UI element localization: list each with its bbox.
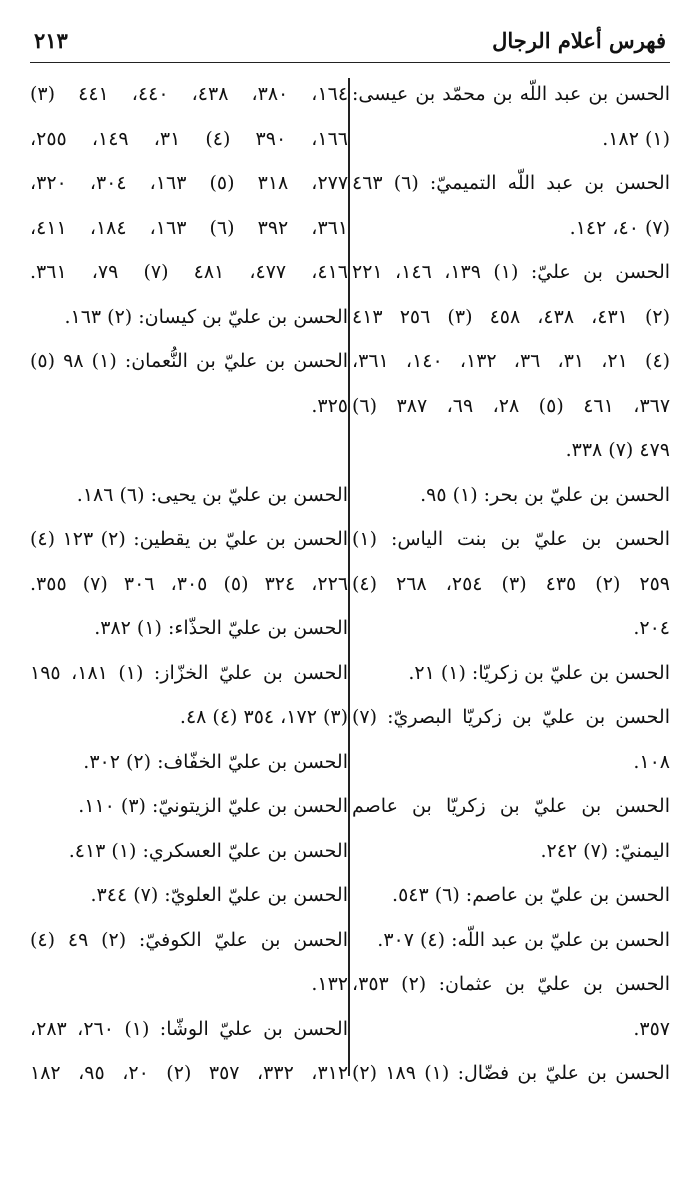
blank-line [30, 428, 348, 473]
index-line: الحسن بن عبد اللّه بن محمّد بن عيسى: [352, 83, 670, 105]
index-line: الحسن بن عليّ الزيتونيّ: (٣) ١١٠. [78, 795, 348, 817]
running-title: فهرس أعلام الرجال [492, 28, 666, 53]
index-line: ٢٠٤. [633, 617, 670, 639]
left-column [30, 72, 348, 1096]
index-line: الحسن بن عليّ بن عثمان: (٢) ٣٥٣، [352, 973, 670, 995]
index-line: الحسن بن عليّ الوشّا: (١) ٢٦٠، ٢٨٣، [30, 1017, 348, 1040]
index-line: ١٦٤، ٣٨٠، ٤٣٨، ٤٤٠، ٤٤١ (٣) [30, 83, 348, 105]
index-line: ٢٥٩ (٢) ٤٣٥ (٣) ٢٥٤، ٢٦٨ (٤) [352, 572, 670, 595]
index-line: الحسن بن عليّ بن النُّعمان: (١) ٩٨ (٥) [30, 350, 348, 372]
index-line: ٤٧٩ (٧) ٣٣٨. [565, 439, 670, 461]
index-line: ٣٦١، ٣٩٢ (٦) ١٦٣، ١٨٤، ٤١١، [30, 216, 348, 239]
index-line: ٣١٢، ٣٣٢، ٣٥٧ (٢) ٢٠، ٩٥، ١٨٢ [30, 1062, 348, 1084]
index-line: الحسن بن عليّ بن عبد اللّه: (٤) ٣٠٧. [377, 928, 670, 951]
index-line: الحسن بن عليّ بن بحر: (١) ٩٥. [420, 483, 670, 506]
index-line: الحسن بن عليّ بن عاصم: (٦) ٥٤٣. [392, 884, 670, 906]
index-line: الحسن بن عبد اللّه التميميّ: (٦) ٤٦٣ [352, 172, 670, 194]
index-line: ٢٧٧، ٣١٨ (٥) ١٦٣، ٣٠٤، ٣٢٠، [30, 172, 348, 194]
index-line: (١) ١٨٢. [602, 127, 670, 150]
index-line: (٤) ٢١، ٣١، ٣٦، ١٣٢، ١٤٠، ٣٦١، [352, 350, 670, 372]
index-line: ٣٥٧. [633, 1017, 670, 1040]
right-column [352, 72, 670, 1096]
index-line: الحسن بن عليّ الحذّاء: (١) ٣٨٢. [94, 617, 348, 639]
column-divider [348, 78, 350, 1076]
index-line: (٢) ٤٣١، ٤٣٨، ٤٥٨ (٣) ٢٥٦ ٤١٣ [352, 305, 670, 328]
index-line: الحسن بن عليّ الخزّاز: (١) ١٨١، ١٩٥ [30, 661, 348, 684]
index-line: ٣٦٧، ٤٦١ (٥) ٢٨، ٦٩، ٣٨٧ (٦) [352, 394, 670, 417]
index-line: الحسن بن عليّ بن فضّال: (١) ١٨٩ (٢) [352, 1062, 670, 1084]
index-line: الحسن بن عليّ بن يحيى: (٦) ١٨٦. [76, 483, 348, 506]
index-line: الحسن بن عليّ بن زكريّا بن عاصم [352, 795, 670, 817]
index-line: ٤١٦، ٤٧٧، ٤٨١ (٧) ٧٩، ٣٦١. [30, 261, 348, 283]
index-line: (٣) ١٧٢، ٣٥٤ (٤) ٤٨. [179, 706, 348, 728]
index-line: الحسن بن عليّ بن زكريّا: (١) ٢١. [408, 661, 670, 684]
page-header [30, 22, 670, 63]
index-line: ٢٢٦، ٣٢٤ (٥) ٣٠٥، ٣٠٦ (٧) ٣٥٥. [30, 572, 348, 595]
index-line: اليمنيّ: (٧) ٢٤٢. [540, 839, 670, 862]
index-line: الحسن بن عليّ بن كيسان: (٢) ١٦٣. [64, 305, 348, 328]
index-line: الحسن بن عليّ الكوفيّ: (٢) ٤٩ (٤) [30, 928, 348, 951]
index-line: الحسن بن عليّ: (١) ١٣٩، ١٤٦، ٢٢١ [352, 261, 670, 283]
index-line: ١٦٦، ٣٩٠ (٤) ٣١، ١٤٩، ٢٥٥، [30, 127, 348, 150]
index-line: الحسن بن عليّ العلويّ: (٧) ٣٤٤. [90, 884, 348, 906]
index-line: (٧) ٤٠، ١٤٢. [569, 216, 670, 239]
index-line: ١٣٢. [311, 973, 348, 995]
index-line: الحسن بن عليّ الخفّاف: (٢) ٣٠٢. [83, 750, 348, 773]
index-line: الحسن بن عليّ بن بنت الياس: (١) [352, 528, 670, 550]
index-line: الحسن بن عليّ العسكري: (١) ٤١٣. [68, 839, 348, 862]
index-line: ٣٢٥. [311, 394, 348, 417]
index-line: ١٠٨. [633, 750, 670, 773]
index-line: الحسن بن عليّ بن يقطين: (٢) ١٢٣ (٤) [30, 528, 348, 550]
page-number: ٢١٣ [34, 28, 68, 53]
index-line: الحسن بن عليّ بن زكريّا البصريّ: (٧) [352, 706, 670, 728]
